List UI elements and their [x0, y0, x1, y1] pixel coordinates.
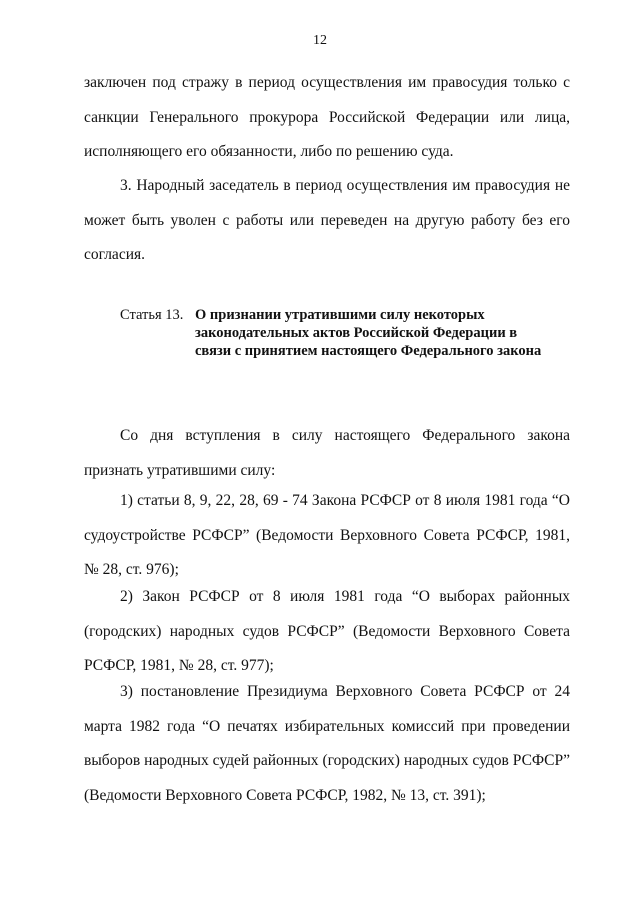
list-item-2: 2) Закон РСФСР от 8 июля 1981 года “О выборах районных (городских) народных судов РСФСР” (Ведомости Верховного Совета РСФСР, 1981, № 28, ст. 977); [84, 588, 570, 674]
article-title: О признании утратившими силу некоторых законодательных актов Российской Федерации в связи с принятием настоящего Федерального закона [195, 307, 542, 359]
page-number: 12 [313, 33, 327, 48]
paragraph-intro: Со дня вступления в силу настоящего Федерального закона признать утратившими силу: [84, 427, 570, 479]
paragraph-clause-3: 3. Народный заседатель в период осуществления им правосудия не может быть уволен с работы или переведен на другую работу без его согласия. [84, 177, 570, 263]
article-label: Статья 13. [120, 307, 184, 323]
paragraph-continuation: заключен под стражу в период осуществления им правосудия только с санкции Генерального прокурора Российской Федерации или лица, исполняющего его обязанности, либо по решению суда. [84, 74, 570, 160]
list-item-3: 3) постановление Президиума Верховного Совета РСФСР от 24 марта 1982 года “О печатях избирательных комиссий при проведении выборов народных судей районных (городских) народных судов РСФСР” (Ведомости Верховного Совета РСФСР, 1982, № 13, ст. 391); [84, 683, 570, 804]
list-item-1: 1) статьи 8, 9, 22, 28, 69 - 74 Закона РСФСР от 8 июля 1981 года “О судоустройстве РСФСР” (Ведомости Верховного Совета РСФСР, 1981, № 28, ст. 976); [84, 492, 570, 578]
